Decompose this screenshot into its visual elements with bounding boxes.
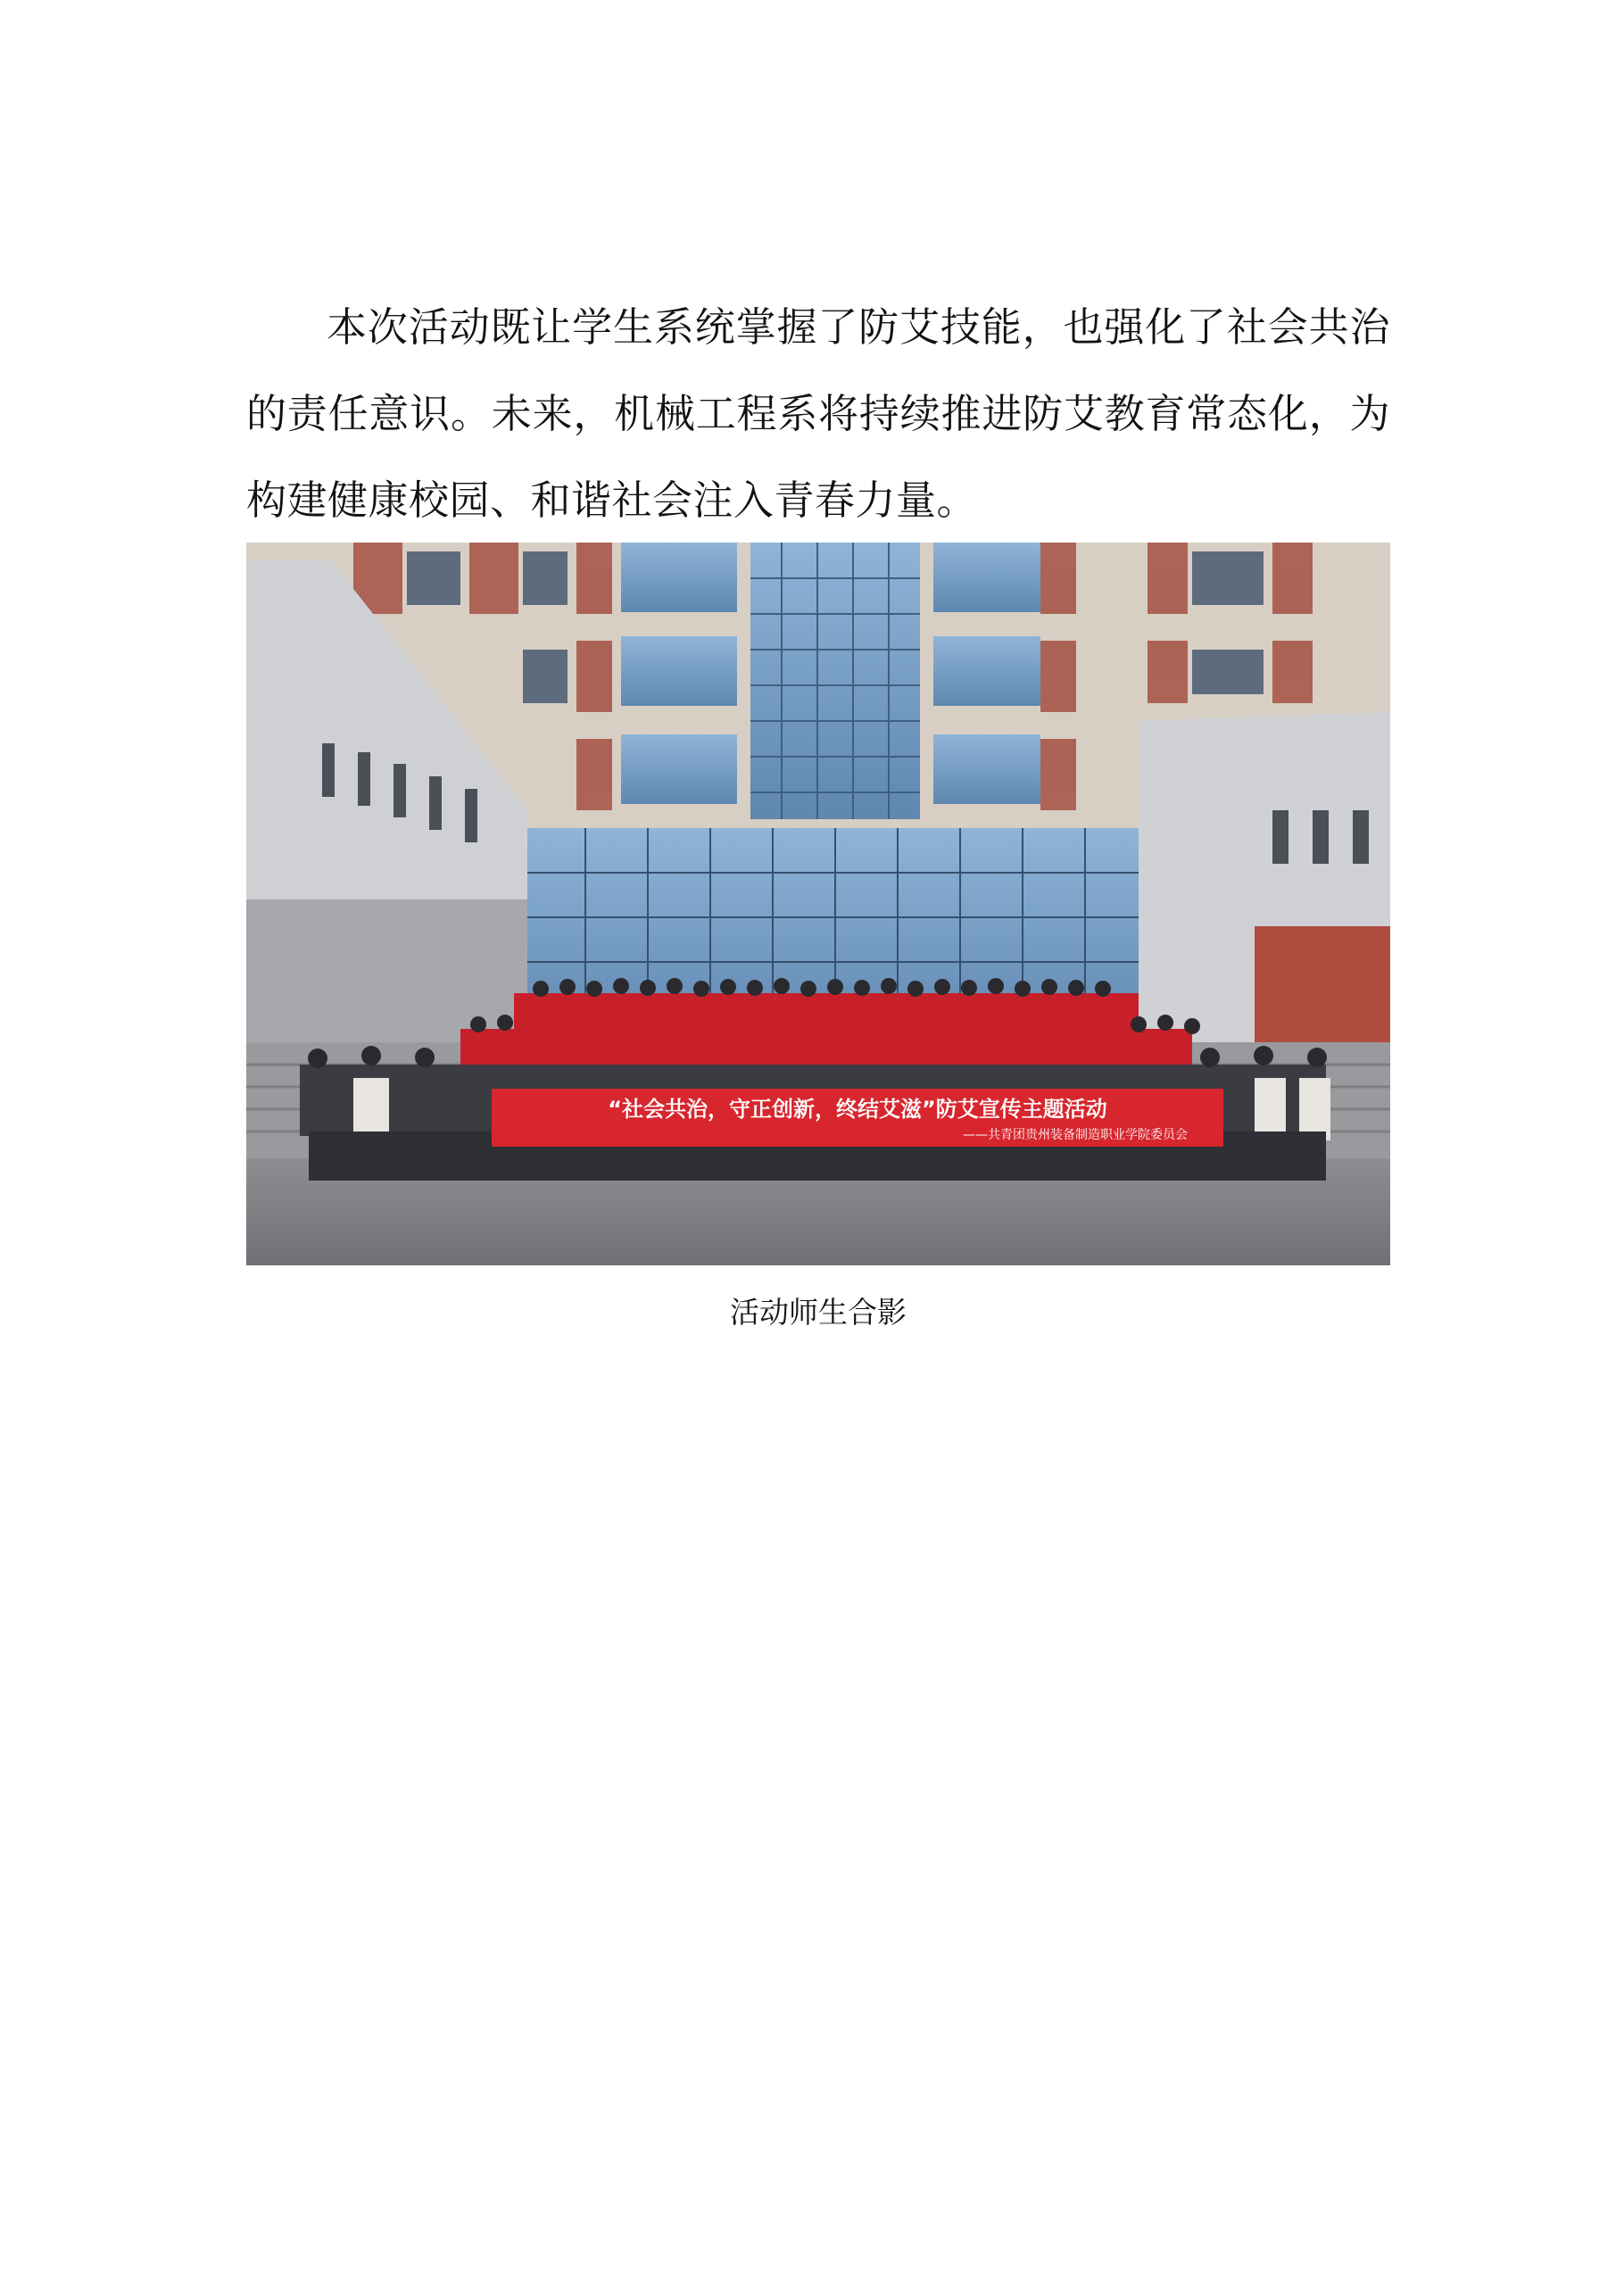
banner-title: “社会共治，守正创新，终结艾滋”防艾宣传主题活动 (608, 1097, 1107, 1122)
photo-caption: 活动师生合影 (730, 1295, 907, 1330)
glass-tower (750, 543, 920, 819)
group-photo (246, 543, 1390, 1265)
body-paragraph: 本次活动既让学生系统掌握了防艾技能，也强化了社会共治的责任意识。未来，机械工程系将持续推进防艾教育常态化，为构建健康校园、和谐社会注入青春力量。 (246, 303, 1390, 524)
banner-subtitle: ——共青团贵州装备制造职业学院委员会 (963, 1128, 1188, 1142)
